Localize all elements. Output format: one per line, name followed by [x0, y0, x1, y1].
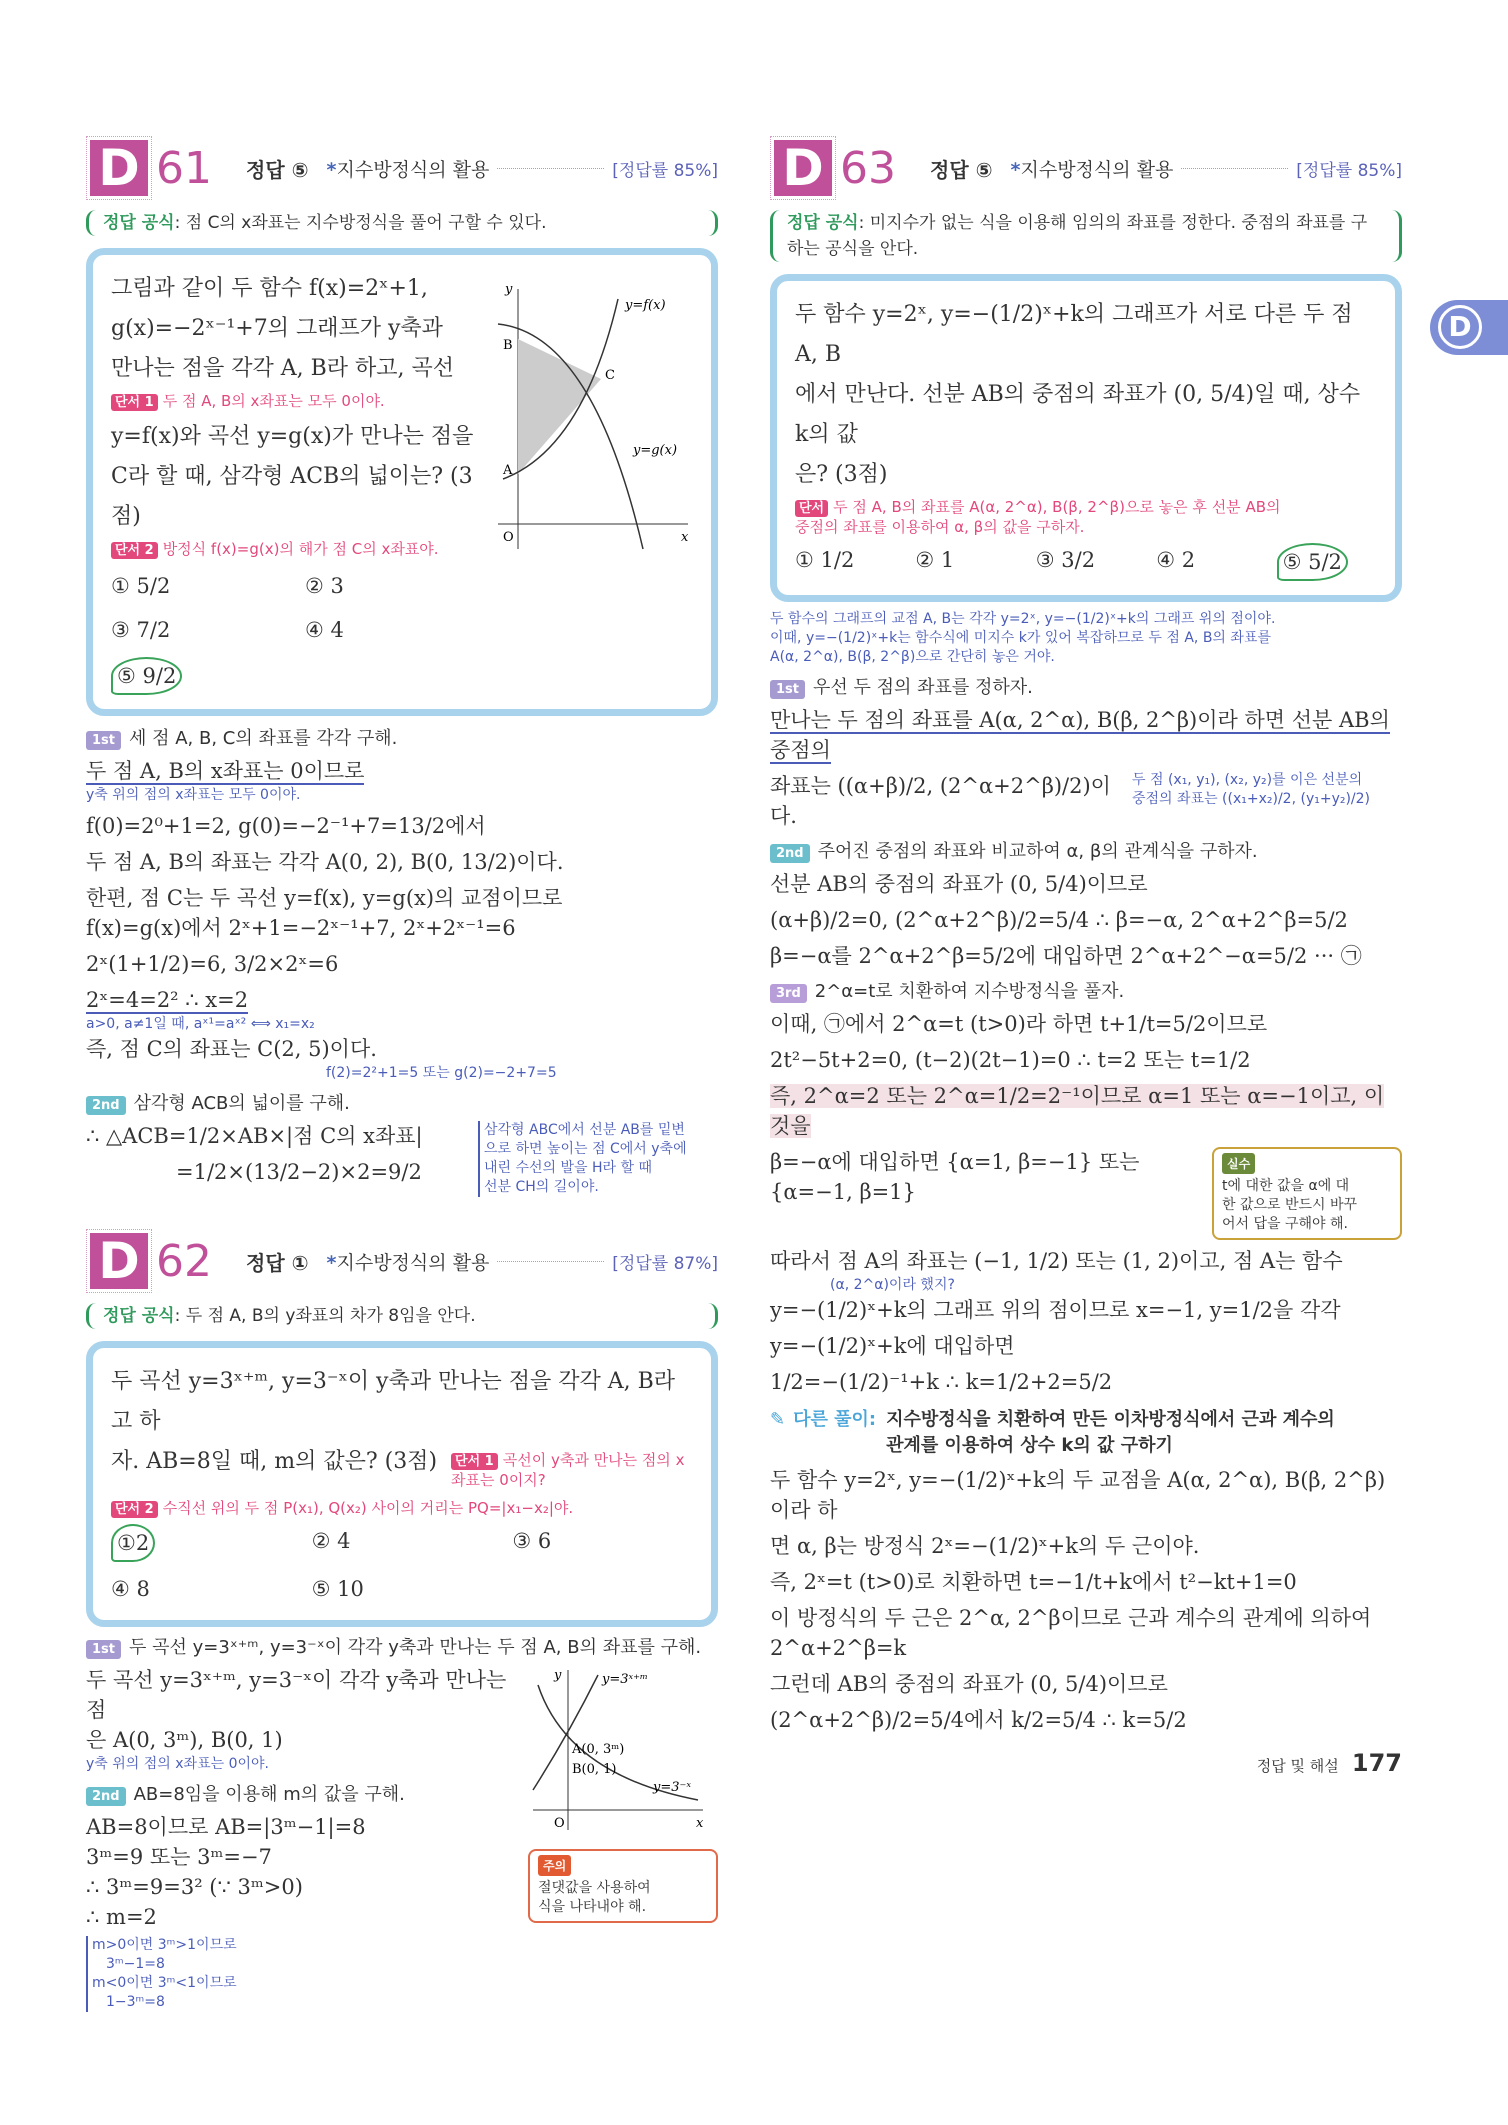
solution-line: f(0)=2⁰+1=2, g(0)=−2⁻¹+7=13/2에서: [86, 814, 486, 838]
solution-line: 2^α+2^β=k: [770, 1636, 907, 1660]
problem-line: 그림과 같이 두 함수 f(x)=2ˣ+1,: [111, 276, 428, 301]
solution-line: y=−(1/2)ˣ+k의 그래프 위의 점이므로 x=−1, y=1/2을 각각: [770, 1298, 1341, 1322]
right-column: [770, 140, 1402, 1777]
d63-problem-box: [770, 274, 1402, 602]
d62-answer: 정답 ①: [246, 1250, 309, 1275]
axis-y-label: y: [505, 282, 513, 297]
solution-line: AB=8이므로 AB=|3ᵐ−1|=8: [86, 1815, 366, 1839]
area-note: 삼각형 ABC에서 선분 AB를 밑변 으로 하면 높이는 점 C에서 y축에 내린 수선의 발을 H라 할 때 선분 CH의 길이야.: [478, 1121, 718, 1197]
note: (α, 2^α)이라 했지?: [830, 1277, 955, 1293]
solution-line: 만나는 두 점의 좌표를 A(α, 2^α), B(β, 2^β)이라 하면 선분 AB의 중점의: [770, 708, 1390, 762]
choice-5-correct[interactable]: ⑤ 9/2: [111, 657, 182, 695]
problem-line: g(x)=−2ˣ⁻¹+7의 그래프가 y축과: [111, 316, 443, 341]
area-line: =1/2×(13/2−2)×2=9/2: [176, 1160, 422, 1184]
solution-line: β=−α에 대입하면 {α=1, β=−1} 또는 {α=−1, β=1}: [770, 1150, 1140, 1204]
d63-choices: [795, 543, 1377, 581]
d61-letter: D: [90, 140, 148, 196]
caution-tag: 주의: [538, 1855, 571, 1876]
solution-line: 2ˣ=4=2² ∴ x=2: [86, 988, 249, 1012]
step-1: 1st 두 곡선 y=3ˣ⁺ᵐ, y=3⁻ˣ이 각각 y축과 만나는 두 점 A, B의 좌표를 구해.: [86, 1635, 718, 1661]
left-column: [86, 140, 718, 2012]
choice-3[interactable]: ③ 6: [512, 1529, 552, 1553]
note: y축 위의 점의 x좌표는 모두 0이야.: [86, 787, 301, 803]
divider: [497, 1261, 604, 1262]
curve-f-label: y=f(x): [625, 298, 666, 313]
solution-line: 은 A(0, 3ᵐ), B(0, 1): [86, 1728, 283, 1752]
solution-line: 2t²−5t+2=0, (t−2)(2t−1)=0 ∴ t=2 또는 t=1/2: [770, 1048, 1251, 1072]
d61-problem-box: [86, 248, 718, 716]
problem-line: 만나는 점을 각각 A, B라 하고, 곡선: [111, 356, 455, 381]
d62-number: 62: [156, 1235, 212, 1287]
note: 이때, y=−(1/2)ˣ+k는 함수식에 미지수 k가 있어 복잡하므로 두 점 A, B의 좌표를: [770, 630, 1271, 646]
section-side-tab[interactable]: [1430, 300, 1508, 355]
problem-line: 두 곡선 y=3ˣ⁺ᵐ, y=3⁻ˣ이 y축과 만나는 점을 각각 A, B라고 하: [111, 1369, 676, 1434]
alt-icon: ✎: [770, 1409, 786, 1430]
solution-line: ∴ m=2: [86, 1905, 157, 1929]
d62-solution: [86, 1635, 718, 2012]
solution-line: 면 α, β는 방정식 2ˣ=−(1/2)ˣ+k의 두 근이야.: [770, 1534, 1200, 1558]
abs-notes: m>0이면 3ᵐ>1이므로 3ᵐ−1=8 m<0이면 3ᵐ<1이므로 1−3ᵐ=8: [86, 1936, 514, 2012]
footer-label: 정답 및 해설: [1256, 1757, 1339, 1775]
solution-line: 1/2=−(1/2)⁻¹+k ∴ k=1/2+2=5/2: [770, 1370, 1113, 1394]
step-2: 2nd 주어진 중점의 좌표와 비교하여 α, β의 관계식을 구하자.: [770, 839, 1402, 865]
solution-line: 두 점 A, B의 좌표는 각각 A(0, 2), B(0, 13/2)이다.: [86, 850, 564, 874]
solution-line: ∴ 3ᵐ=9=3² (∵ 3ᵐ>0): [86, 1875, 303, 1899]
solution-line: 3ᵐ=9 또는 3ᵐ=−7: [86, 1845, 272, 1869]
note: y축 위의 점의 x좌표는 0이야.: [86, 1756, 269, 1772]
point-a-label: A(0, 3ᵐ): [572, 1742, 625, 1757]
mistake-box: 실수 t에 대한 값을 α에 대 한 값으로 반드시 바꾸 어서 답을 구해야 해.: [1212, 1147, 1402, 1240]
d61-answer: 정답 ⑤: [246, 157, 309, 182]
hint-2: 단서 2 방정식 f(x)=g(x)의 해가 점 C의 x좌표야.: [111, 539, 479, 559]
point-c-label: C: [605, 368, 615, 383]
solution-line: (2^α+2^β)/2=5/4에서 k/2=5/4 ∴ k=5/2: [770, 1708, 1187, 1732]
d61-formula: 정답 공식: 점 C의 x좌표는 지수방정식을 풀어 구할 수 있다.: [86, 210, 718, 236]
page-footer: [770, 1749, 1402, 1777]
d61-solution: [86, 726, 718, 1197]
point-b-label: B: [503, 338, 513, 353]
d63-formula: 정답 공식: 미지수가 없는 식을 이용해 임의의 좌표를 정한다. 중점의 좌표를 구 하는 공식을 안다.: [770, 210, 1402, 262]
solution-line: 두 곡선 y=3ˣ⁺ᵐ, y=3⁻ˣ이 각각 y축과 만나는 점: [86, 1668, 507, 1722]
divider: [1181, 168, 1288, 169]
hint-1: 단서 1 곡선이 y축과 만나는 점의 x좌표는 0이지?: [451, 1451, 685, 1489]
d61-number: 61: [156, 142, 212, 194]
solution-line: β=−α를 2^α+2^β=5/2에 대입하면 2^α+2^−α=5/2 ··· ㉠: [770, 944, 1362, 968]
choice-5[interactable]: ⑤ 10: [311, 1577, 364, 1601]
solution-line: y=−(1/2)ˣ+k에 대입하면: [770, 1334, 1015, 1358]
choice-1-correct[interactable]: ①2: [111, 1524, 155, 1562]
choice-1[interactable]: ① 5/2: [111, 574, 171, 598]
d61-choices: [111, 569, 479, 695]
d62-topic: *지수방정식의 활용: [326, 1251, 490, 1274]
note: a>0, a≠1일 때, aˣ¹=aˣ² ⟺ x₁=x₂: [86, 1016, 315, 1032]
d62-choices: [111, 1524, 693, 1606]
note: A(α, 2^α), B(β, 2^β)으로 간단히 놓은 거야.: [770, 649, 1055, 665]
d62-formula: 정답 공식: 두 점 A, B의 y좌표의 차가 8임을 안다.: [86, 1303, 718, 1329]
note: 두 함수의 그래프의 교점 A, B는 각각 y=2ˣ, y=−(1/2)ˣ+k의 그래프 위의 점이야.: [770, 611, 1276, 627]
solution-line: 좌표는 ((α+β)/2, (2^α+2^β)/2)이다.: [770, 774, 1111, 828]
choice-3[interactable]: ③ 7/2: [111, 618, 171, 642]
axis-x-label: x: [696, 1816, 704, 1831]
solution-line: 그런데 AB의 중점의 좌표가 (0, 5/4)이므로: [770, 1672, 1168, 1696]
hint-1: 단서 1 두 점 A, B의 x좌표는 모두 0이야.: [111, 391, 479, 411]
choice-4[interactable]: ④ 2: [1156, 548, 1196, 572]
d62-letter: D: [90, 1233, 148, 1289]
choice-2[interactable]: ② 3: [305, 574, 344, 598]
step-1: 1st 우선 두 점의 좌표를 정하자.: [770, 675, 1402, 701]
problem-line: 두 함수 y=2ˣ, y=−(1/2)ˣ+k의 그래프가 서로 다른 두 점 A, B: [795, 302, 1353, 367]
hint: 단서 두 점 A, B의 좌표를 A(α, 2^α), B(β, 2^β)으로 놓은 후 선분 AB의 중점의 좌표를 이용하여 α, β의 값을 구하자.: [795, 498, 1281, 536]
d62-rate: [정답률 87%]: [612, 1253, 718, 1274]
area-line: ∴ △ACB=1/2×AB×|점 C의 x좌표|: [86, 1124, 423, 1148]
choice-2[interactable]: ② 1: [915, 548, 955, 572]
origin-label: O: [503, 530, 514, 545]
choice-4[interactable]: ④ 4: [305, 618, 344, 642]
choice-5-correct[interactable]: ⑤ 5/2: [1277, 543, 1348, 581]
problem-line: 자. AB=8일 때, m의 값은? (3점): [111, 1449, 438, 1474]
solution-line: 두 함수 y=2ˣ, y=−(1/2)ˣ+k의 두 교점을 A(α, 2^α), B(β, 2^β)이라 하: [770, 1468, 1386, 1522]
problem-line: C라 할 때, 삼각형 ACB의 넓이는? (3점): [111, 464, 473, 529]
choice-3[interactable]: ③ 3/2: [1035, 548, 1096, 572]
side-tab-label: D: [1438, 305, 1482, 349]
solution-line: 즉, 2^α=2 또는 2^α=1/2=2⁻¹이므로 α=1 또는 α=−1이고, 이것을: [770, 1084, 1385, 1138]
page-number: 177: [1351, 1749, 1402, 1777]
solution-line: 이때, ㉠에서 2^α=t (t>0)라 하면 t+1/t=5/2이므로: [770, 1012, 1268, 1036]
step-1: 1st 세 점 A, B, C의 좌표를 각각 구해.: [86, 726, 718, 752]
area-calc: [86, 1121, 718, 1197]
origin-label: O: [554, 1816, 565, 1831]
solution-line: 즉, 2ˣ=t (t>0)로 치환하면 t=−1/t+k에서 t²−kt+1=0: [770, 1570, 1297, 1594]
d63-number: 63: [840, 142, 896, 194]
d63-letter: D: [774, 140, 832, 196]
d61-graph: [493, 279, 693, 559]
solution-line: 이 방정식의 두 근은 2^α, 2^β이므로 근과 계수의 관계에 의하여: [770, 1606, 1372, 1630]
solution-line: 선분 AB의 중점의 좌표가 (0, 5/4)이므로: [770, 872, 1148, 896]
hint-2: 단서 2 수직선 위의 두 점 P(x₁), Q(x₂) 사이의 거리는 PQ=|x₁−x₂|야.: [111, 1498, 693, 1518]
d61-problem: [111, 269, 479, 695]
axis-x-label: x: [681, 530, 689, 545]
solution-line: 한편, 점 C는 두 곡선 y=f(x), y=g(x)의 교점이므로: [86, 886, 563, 910]
solution-line: 즉, 점 C의 좌표는 C(2, 5)이다.: [86, 1037, 377, 1061]
point-b-label: B(0, 1): [572, 1762, 617, 1777]
step-2: 2nd AB=8임을 이용해 m의 값을 구해.: [86, 1782, 514, 1808]
d62-problem-box: [86, 1341, 718, 1627]
point-a-label: A: [503, 463, 513, 478]
choice-4[interactable]: ④ 8: [111, 1577, 150, 1601]
axis-y-label: y: [554, 1668, 562, 1683]
step-2: 2nd 삼각형 ACB의 넓이를 구해.: [86, 1091, 718, 1117]
d63-solution: [770, 610, 1402, 1735]
d62-graph: [528, 1665, 708, 1835]
step-3: 3rd 2^α=t로 치환하여 지수방정식을 풀자.: [770, 979, 1402, 1005]
solution-line: (α+β)/2=0, (2^α+2^β)/2=5/4 ∴ β=−α, 2^α+2^β=5/2: [770, 908, 1348, 932]
d61-header: [90, 140, 718, 196]
d62-header: [90, 1233, 718, 1289]
problem-line: 은? (3점): [795, 462, 888, 487]
curve-g-label: y=g(x): [633, 443, 678, 458]
solution-line: 두 점 A, B의 x좌표는 0이므로: [86, 759, 365, 783]
d61-rate: [정답률 85%]: [612, 160, 718, 181]
solution-line: 따라서 점 A의 좌표는 (−1, 1/2) 또는 (1, 2)이고, 점 A는 함수: [770, 1249, 1343, 1273]
d63-topic: *지수방정식의 활용: [1010, 158, 1174, 181]
mistake-tag: 실수: [1222, 1153, 1255, 1174]
choice-1[interactable]: ① 1/2: [795, 548, 855, 572]
caution-box: 주의 절댓값을 사용하여 식을 나타내야 해.: [528, 1849, 718, 1923]
alt-solution-title: ✎ 다른 풀이: 지수방정식을 치환하여 만든 이차방정식에서 근과 계수의 관계를 이용하여 상수 k의 값 구하기: [770, 1407, 1402, 1459]
curve-f-label: y=3ˣ⁺ᵐ: [602, 1672, 648, 1687]
choice-2[interactable]: ② 4: [311, 1529, 351, 1553]
midpoint-note: 두 점 (x₁, y₁), (x₂, y₂)를 이은 선분의 중점의 좌표는 ((x₁+x₂)/2, (y₁+y₂)/2): [1132, 772, 1371, 807]
solution-line: f(x)=g(x)에서 2ˣ+1=−2ˣ⁻¹+7, 2ˣ+2ˣ⁻¹=6: [86, 916, 516, 940]
triangle-acb: [518, 339, 601, 474]
problem-line: y=f(x)와 곡선 y=g(x)가 만나는 점을: [111, 424, 474, 449]
note: f(2)=2²+1=5 또는 g(2)=−2+7=5: [326, 1065, 557, 1081]
solution-line: 2ˣ(1+1/2)=6, 3/2×2ˣ=6: [86, 952, 339, 976]
d63-header: [774, 140, 1402, 196]
d61-topic: *지수방정식의 활용: [326, 158, 490, 181]
curve-g-label: y=3⁻ˣ: [653, 1780, 691, 1795]
d63-rate: [정답률 85%]: [1296, 160, 1402, 181]
d63-answer: 정답 ⑤: [930, 157, 993, 182]
problem-line: 에서 만난다. 선분 AB의 중점의 좌표가 (0, 5/4)일 때, 상수 k의 값: [795, 382, 1361, 447]
divider: [497, 168, 604, 169]
